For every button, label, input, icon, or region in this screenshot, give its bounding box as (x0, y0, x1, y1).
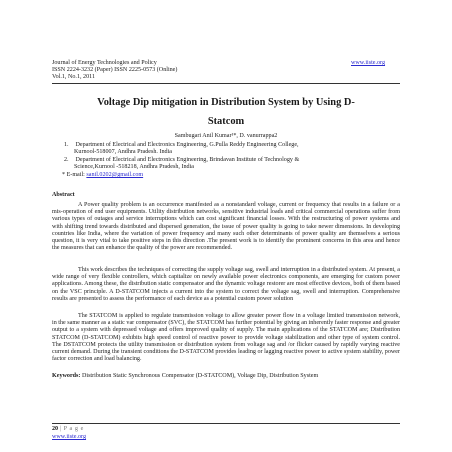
keywords-label: Keywords: (52, 373, 81, 379)
affiliation-1-number: 1. (64, 142, 69, 148)
paper-title-line2: Statcom (207, 116, 245, 127)
affiliation-2-line1: Department of Electrical and Electronics Engineering, Brindavan Institute of Technology & (75, 157, 300, 163)
footer-rule (52, 423, 400, 424)
footer-website-link[interactable]: www.iiste.org (52, 434, 87, 440)
abstract-paragraph-3: The STATCOM is applied to regulate transmission voltage to allow greater power flow in a voltage limited transmission network, in the same manner as a static var compensator (SVC), the STATCOM has further potential by giving an inherently faster response and greater output to a system with depressed voltage and offers improved quality of supply. The main applications of the STATCOM are; Distribution STATCOM (D-STATCOM) exhibits high speed control of reactive power to provide voltage stabilization and other type of system control. The DSTATCOM protects the utility transmission or distribution system from voltage sag and /or flicker caused by rapidly varying reactive current demand. During the transient conditions the D-STATCOM provides leading or lagging reactive power to active system stability, power factor correction and load balancing. (52, 313, 400, 363)
paper-title-line1: Voltage Dip mitigation in Distribution System by Using D- (97, 97, 355, 108)
keywords-text: Distribution Static Synchronous Compensator (D-STATCOM), Voltage Dip, Distribution System (81, 373, 319, 379)
keywords (52, 373, 400, 380)
page-label: | P a g e (59, 426, 84, 432)
affiliation-1-line1: Department of Electrical and Electronics Engineering, G.Pulla Reddy Engineering College, (75, 142, 299, 148)
affiliation-2-number: 2. (64, 157, 69, 163)
email-link[interactable]: sanil.0202@gmail.com (86, 172, 144, 178)
header-website-link[interactable]: www.iiste.org (351, 60, 386, 66)
affiliation-1-line2: Kurnool-518007, Andhra Pradesh. India (74, 149, 172, 155)
footer-page (52, 426, 84, 433)
page-number: 20 (52, 426, 59, 432)
abstract-heading: Abstract (52, 192, 75, 198)
authors: Sambugari Anil Kumar¹*, D. vanurrappa2 (174, 133, 278, 139)
abstract-paragraph-2: This work describes the techniques of correcting the supply voltage sag, swell and interruption in a distributed system. At present, a wide range of very flexible controllers, which capitalize on newly available power electronics components, are emerging for custom power applications. Among these, the distribution static compensator and the dynamic voltage restorer are most effective devices, both of them based on the VSC principle. A D-STATCOM injects a current into the system to correct the voltage sag, swell and interruption. Comprehensive results are presented to assess the performance of each device as a potential custom power solution (52, 267, 400, 302)
abstract-paragraph-1: A Power quality problem is an occurrence manifested as a nonstandard voltage, current or frequency that results in a failure or a mis-operation of end user equipments. Utility distribution networks, sensitive industrial loads and critical commercial operations suffer from various types of outages and service interruptions which can cost significant financial losses. With the restructuring of power systems and with shifting trend towards distributed and dispersed generation, the issue of power quality is going to take newer dimensions. In developing countries like India, where the variation of power frequency and many such other determinants of power quality are themselves a serious question, it is very vital to take positive steps in this direction .The present work is to identify the prominent concerns in this area and hence the measures that can enhance the quality of the power are recommended. (52, 202, 400, 252)
journal-name: Journal of Energy Technologies and Policy (52, 60, 157, 66)
email-label: * E-mail: (62, 172, 85, 178)
header-rule (52, 83, 400, 84)
affiliation-2-line2: Science,Kurnool -518218, Andhra Pradesh, India (74, 164, 194, 170)
journal-volume: Vol.1, No.1, 2011 (52, 74, 95, 80)
journal-issn: ISSN 2224-3232 (Paper) ISSN 2225-0573 (Online) (52, 67, 178, 73)
email-line (62, 172, 143, 179)
